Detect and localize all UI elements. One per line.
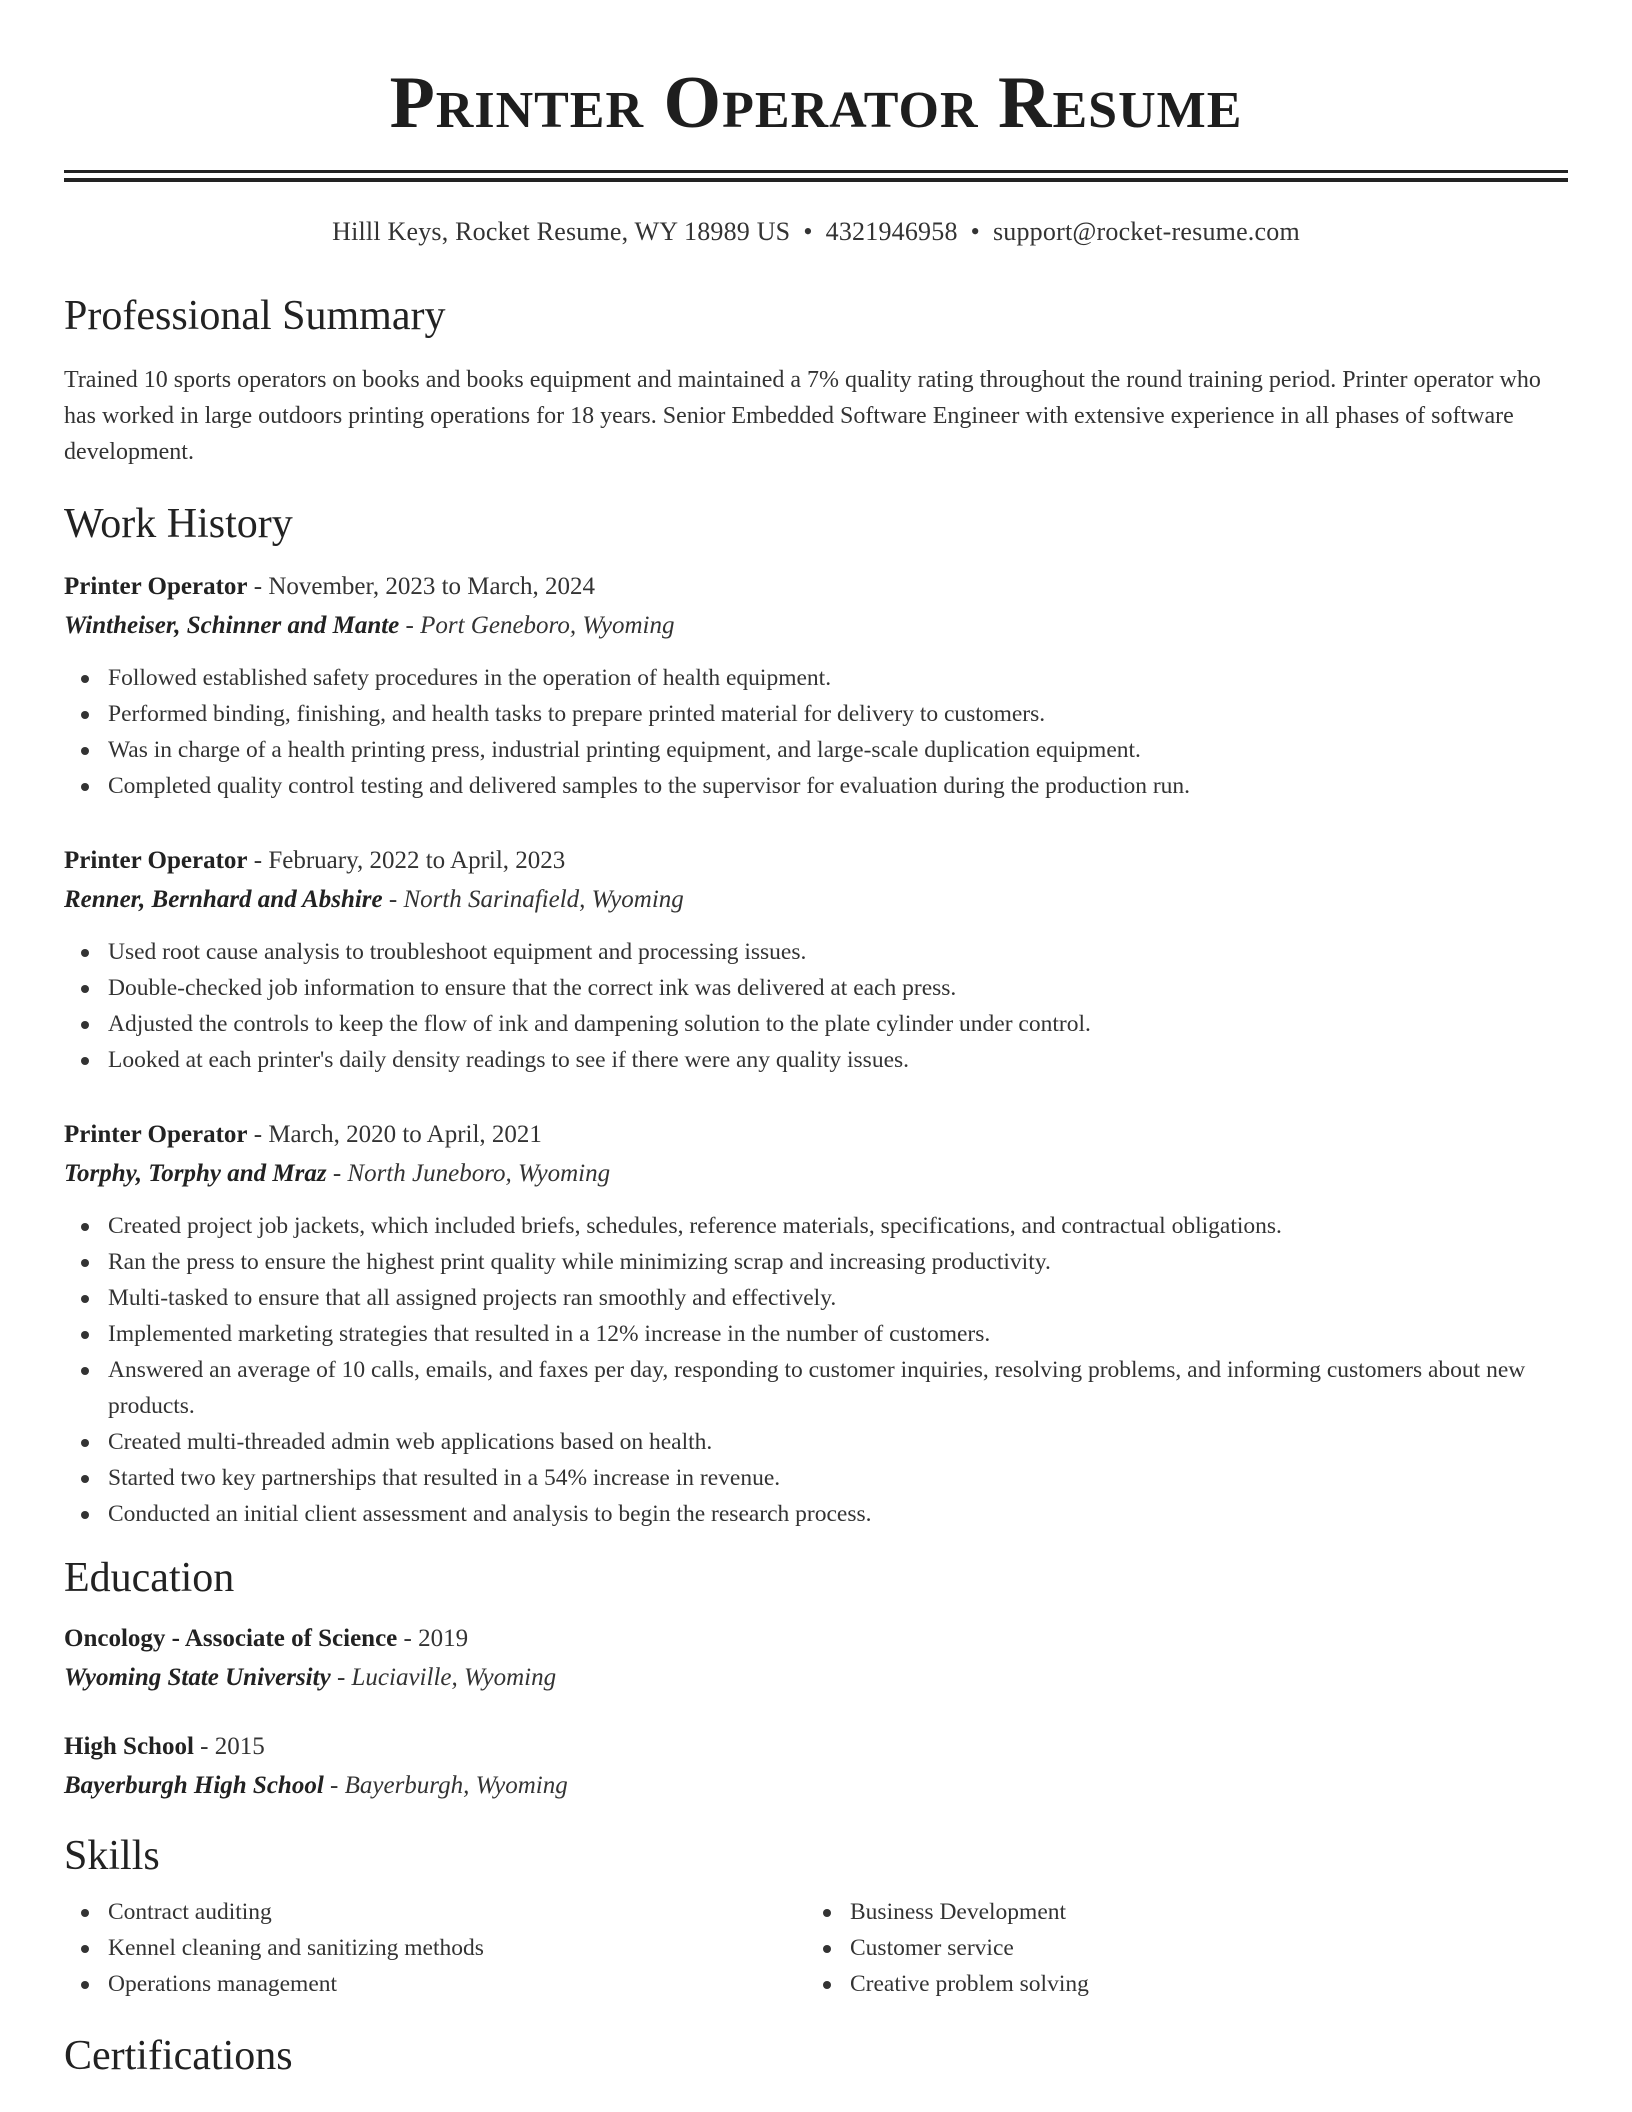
- education-school-line: [64, 1766, 1568, 1806]
- list-item: Conducted an initial client assessment and analysis to begin the research process.: [108, 1496, 1568, 1532]
- job-location: - Port Geneboro, Wyoming: [399, 612, 675, 639]
- bullet-icon: [81, 1057, 89, 1065]
- job-location: - North Sarinafield, Wyoming: [382, 886, 684, 913]
- bullet-icon: [81, 1223, 89, 1231]
- summary-text: Trained 10 sports operators on books and books equipment and maintained a 7% quality rating throughout the round training period. Printer operator who has worked in large outdoors printing operations for 18 years. Senior Embedded Software Engineer with extensive experience in all phases of software development.: [64, 367, 1541, 465]
- contact-address: Hilll Keys, Rocket Resume, WY 18989 US: [332, 217, 791, 246]
- list-item: Operations management: [108, 1966, 806, 2002]
- bullet-icon: [81, 1909, 89, 1917]
- job-entry: [64, 568, 1568, 804]
- section-heading-education: Education: [64, 1555, 235, 1601]
- section-heading-skills: Skills: [64, 1833, 160, 1879]
- education-year: - 2019: [397, 1625, 469, 1652]
- skills-column-left: [64, 1894, 806, 2002]
- education-degree-line: [64, 1620, 1568, 1658]
- list-item: Used root cause analysis to troubleshoot equipment and processing issues.: [108, 934, 1568, 970]
- bullet-icon: [81, 1331, 89, 1339]
- list-item: Created project job jackets, which included briefs, schedules, reference materials, specifications, and contractual obligations.: [108, 1208, 1568, 1244]
- resume-title: Printer Operator Resume: [389, 62, 1243, 144]
- job-company-line: [64, 880, 1568, 920]
- bullet-icon: [81, 1259, 89, 1267]
- education-location: - Bayerburgh, Wyoming: [323, 1772, 568, 1799]
- bullet-icon: [81, 1021, 89, 1029]
- bullet-icon: [81, 783, 89, 791]
- bullet-icon: [81, 1295, 89, 1303]
- job-company: Wintheiser, Schinner and Mante: [64, 612, 400, 639]
- bullet-icon: [81, 1367, 89, 1375]
- job-title-line: [64, 1116, 1568, 1154]
- list-item: Double-checked job information to ensure that the correct ink was delivered at each press.: [108, 970, 1568, 1006]
- job-entry: [64, 1116, 1568, 1532]
- list-item: Ran the press to ensure the highest print quality while minimizing scrap and increasing productivity.: [108, 1244, 1568, 1280]
- bullet-icon: [81, 985, 89, 993]
- contact-separator: •: [970, 217, 980, 246]
- bullet-icon: [81, 1475, 89, 1483]
- bullet-icon: [81, 1981, 89, 1989]
- skills-list: [64, 1894, 1568, 2002]
- list-item: Looked at each printer's daily density readings to see if there were any quality issues.: [108, 1042, 1568, 1078]
- education-entry: [64, 1620, 1568, 1698]
- job-dates: - February, 2022 to April, 2023: [247, 847, 566, 874]
- list-item: Completed quality control testing and delivered samples to the supervisor for evaluation during the production run.: [108, 768, 1568, 804]
- bullet-icon: [81, 675, 89, 683]
- contact-separator: •: [803, 217, 813, 246]
- list-item: Performed binding, finishing, and health tasks to prepare printed material for delivery to customers.: [108, 696, 1568, 732]
- list-item: Followed established safety procedures in the operation of health equipment.: [108, 660, 1568, 696]
- list-item: Contract auditing: [108, 1894, 806, 1930]
- education-degree: High School: [64, 1733, 194, 1760]
- education-year: - 2015: [193, 1733, 265, 1760]
- section-heading-work-history: Work History: [64, 501, 293, 547]
- resume-page: [64, 0, 1568, 2082]
- list-item: Business Development: [850, 1894, 1548, 1930]
- title-divider: [64, 170, 1568, 173]
- job-location: - North Juneboro, Wyoming: [326, 1160, 611, 1187]
- job-title-line: [64, 842, 1568, 880]
- list-item: Created multi-threaded admin web applications based on health.: [108, 1424, 1568, 1460]
- list-item: Was in charge of a health printing press, industrial printing equipment, and large-scale duplication equipment.: [108, 732, 1568, 768]
- job-company-line: [64, 1154, 1568, 1194]
- job-dates: - November, 2023 to March, 2024: [247, 573, 596, 600]
- bullet-icon: [823, 1909, 831, 1917]
- education-entry: [64, 1728, 1568, 1806]
- contact-phone: 4321946958: [825, 217, 958, 246]
- bullet-icon: [81, 1439, 89, 1447]
- list-item: Started two key partnerships that resulted in a 54% increase in revenue.: [108, 1460, 1568, 1496]
- job-duties-list: [64, 660, 1568, 804]
- job-title: Printer Operator: [64, 1121, 248, 1148]
- job-title-line: [64, 568, 1568, 606]
- list-item: Implemented marketing strategies that resulted in a 12% increase in the number of customers.: [108, 1316, 1568, 1352]
- list-item: Creative problem solving: [850, 1966, 1548, 2002]
- contact-line: [64, 216, 1568, 248]
- job-company-line: [64, 606, 1568, 646]
- list-item: Answered an average of 10 calls, emails, and faxes per day, responding to customer inquiries, resolving problems, and informing customers about new products.: [108, 1352, 1568, 1424]
- education-degree: Oncology - Associate of Science: [64, 1625, 398, 1652]
- bullet-icon: [81, 1511, 89, 1519]
- job-dates: - March, 2020 to April, 2021: [247, 1121, 542, 1148]
- education-school: Bayerburgh High School: [64, 1772, 324, 1799]
- job-entry: [64, 842, 1568, 1078]
- job-duties-list: [64, 1208, 1568, 1532]
- bullet-icon: [81, 747, 89, 755]
- section-heading-certifications: Certifications: [64, 2033, 293, 2079]
- bullet-icon: [823, 1981, 831, 1989]
- list-item: Customer service: [850, 1930, 1548, 1966]
- section-heading-summary: Professional Summary: [64, 293, 446, 339]
- bullet-icon: [823, 1945, 831, 1953]
- education-school-line: [64, 1658, 1568, 1698]
- job-company: Torphy, Torphy and Mraz: [64, 1160, 327, 1187]
- job-company: Renner, Bernhard and Abshire: [64, 886, 383, 913]
- list-item: Multi-tasked to ensure that all assigned projects ran smoothly and effectively.: [108, 1280, 1568, 1316]
- bullet-icon: [81, 949, 89, 957]
- list-item: Adjusted the controls to keep the flow of ink and dampening solution to the plate cylinder under control.: [108, 1006, 1568, 1042]
- contact-email[interactable]: support@rocket-resume.com: [992, 217, 1300, 246]
- education-location: - Luciaville, Wyoming: [330, 1664, 557, 1691]
- job-title: Printer Operator: [64, 573, 248, 600]
- skills-column-right: [806, 1894, 1548, 2002]
- education-school: Wyoming State University: [64, 1664, 331, 1691]
- job-title: Printer Operator: [64, 847, 248, 874]
- title-divider-double: [64, 178, 1568, 182]
- list-item: Kennel cleaning and sanitizing methods: [108, 1930, 806, 1966]
- job-duties-list: [64, 934, 1568, 1078]
- bullet-icon: [81, 711, 89, 719]
- education-degree-line: [64, 1728, 1568, 1766]
- bullet-icon: [81, 1945, 89, 1953]
